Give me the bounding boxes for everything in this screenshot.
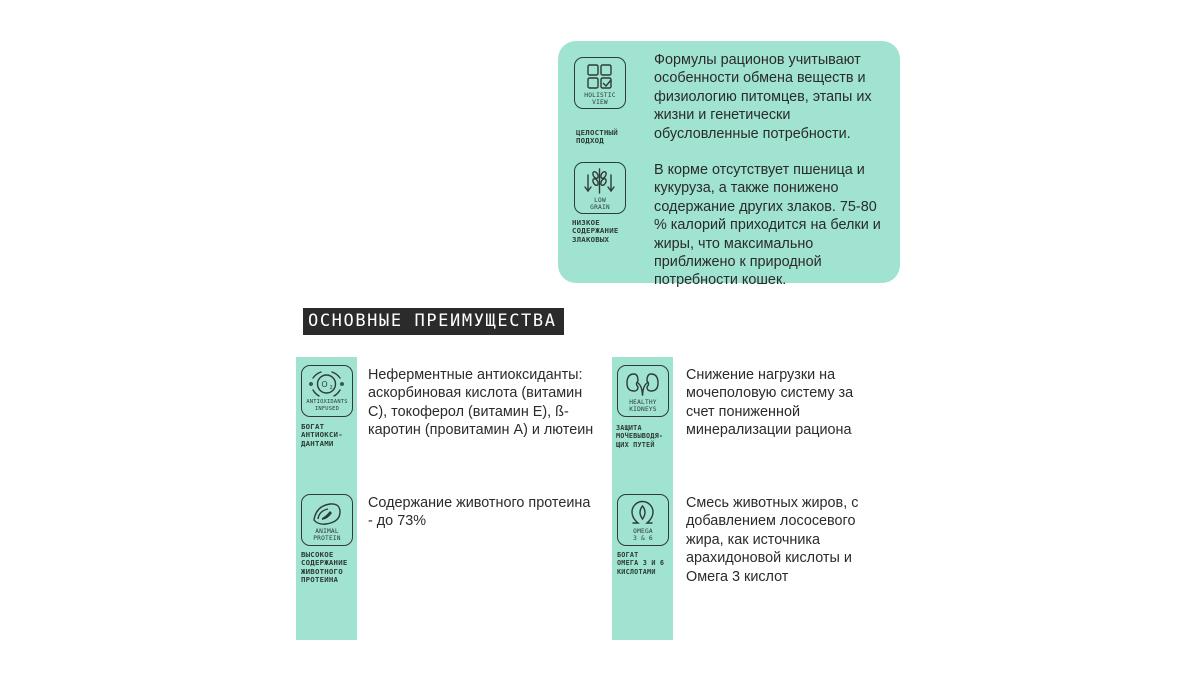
svg-text:2: 2	[329, 385, 333, 391]
animal-protein-icon	[301, 494, 353, 546]
holistic-info-card	[558, 41, 900, 289]
benefit-caption: ЗАЩИТА МОЧЕВЫВОДЯ- ЩИХ ПУТЕЙ	[616, 424, 664, 449]
feature-description: В корме отсутствует пшеница и кукуруза, а также понижено содержание других злаков. 75-80 % калорий приходится на белки и жиры, что максимально приближено к природной потребности кошек.	[654, 162, 881, 289]
antioxidants-icon	[301, 365, 353, 417]
icon-label: ANTIOXIDANTS INFUSED	[306, 399, 348, 412]
feature-caption: ЦЕЛОСТНЫЙ ПОДХОД	[576, 128, 618, 146]
omega-icon	[617, 494, 669, 546]
benefit-description: Неферментные антиоксиданты: аскорбиновая кислота (витамин С), токоферол (витамин Е), ß-каротин (провитамин А) и лютеин	[368, 367, 594, 439]
benefit-description: Содержание животного протеина - до 73%	[368, 495, 591, 530]
icon-label: HOLISTIC VIEW	[584, 92, 616, 106]
icon-label: LOW GRAIN	[590, 197, 610, 211]
benefit-caption: БОГАТ ОМЕГА 3 И 6 КИСЛОТАМИ	[617, 551, 665, 576]
benefit-strip-left	[296, 357, 357, 640]
benefit-strip-right	[612, 357, 673, 640]
benefit-caption: БОГАТ АНТИОКСИ- ДАНТАМИ	[301, 422, 343, 448]
holistic-view-icon	[574, 57, 626, 109]
icon-label: HEALTHY KIDNEYS	[629, 399, 657, 413]
icon-label: OMEGA 3 & 6	[633, 528, 653, 542]
feature-description: Формулы рационов учитывают особенности обмена веществ и физиологию питомцев, этапы их жизни и генетически обусловленные потребности.	[654, 52, 872, 142]
benefit-description: Смесь животных жиров, с добавлением лососевого жира, как источника арахидоновой кислоты и Омега 3 кислот	[686, 495, 859, 585]
icon-label: ANIMAL PROTEIN	[313, 528, 341, 542]
benefit-caption: ВЫСОКОЕ СОДЕРЖАНИЕ ЖИВОТНОГО ПРОТЕИНА	[301, 550, 348, 585]
feature-caption: НИЗКОЕ СОДЕРЖАНИЕ ЗЛАКОВЫХ	[572, 218, 619, 244]
low-grain-icon	[574, 162, 626, 214]
section-title: ОСНОВНЫЕ ПРЕИМУЩЕСТВА	[303, 308, 564, 335]
benefit-description: Снижение нагрузки на мочеполовую систему за счет пониженной минерализации рациона	[686, 367, 854, 439]
svg-text:O: O	[321, 380, 328, 389]
healthy-kidneys-icon	[617, 365, 669, 417]
